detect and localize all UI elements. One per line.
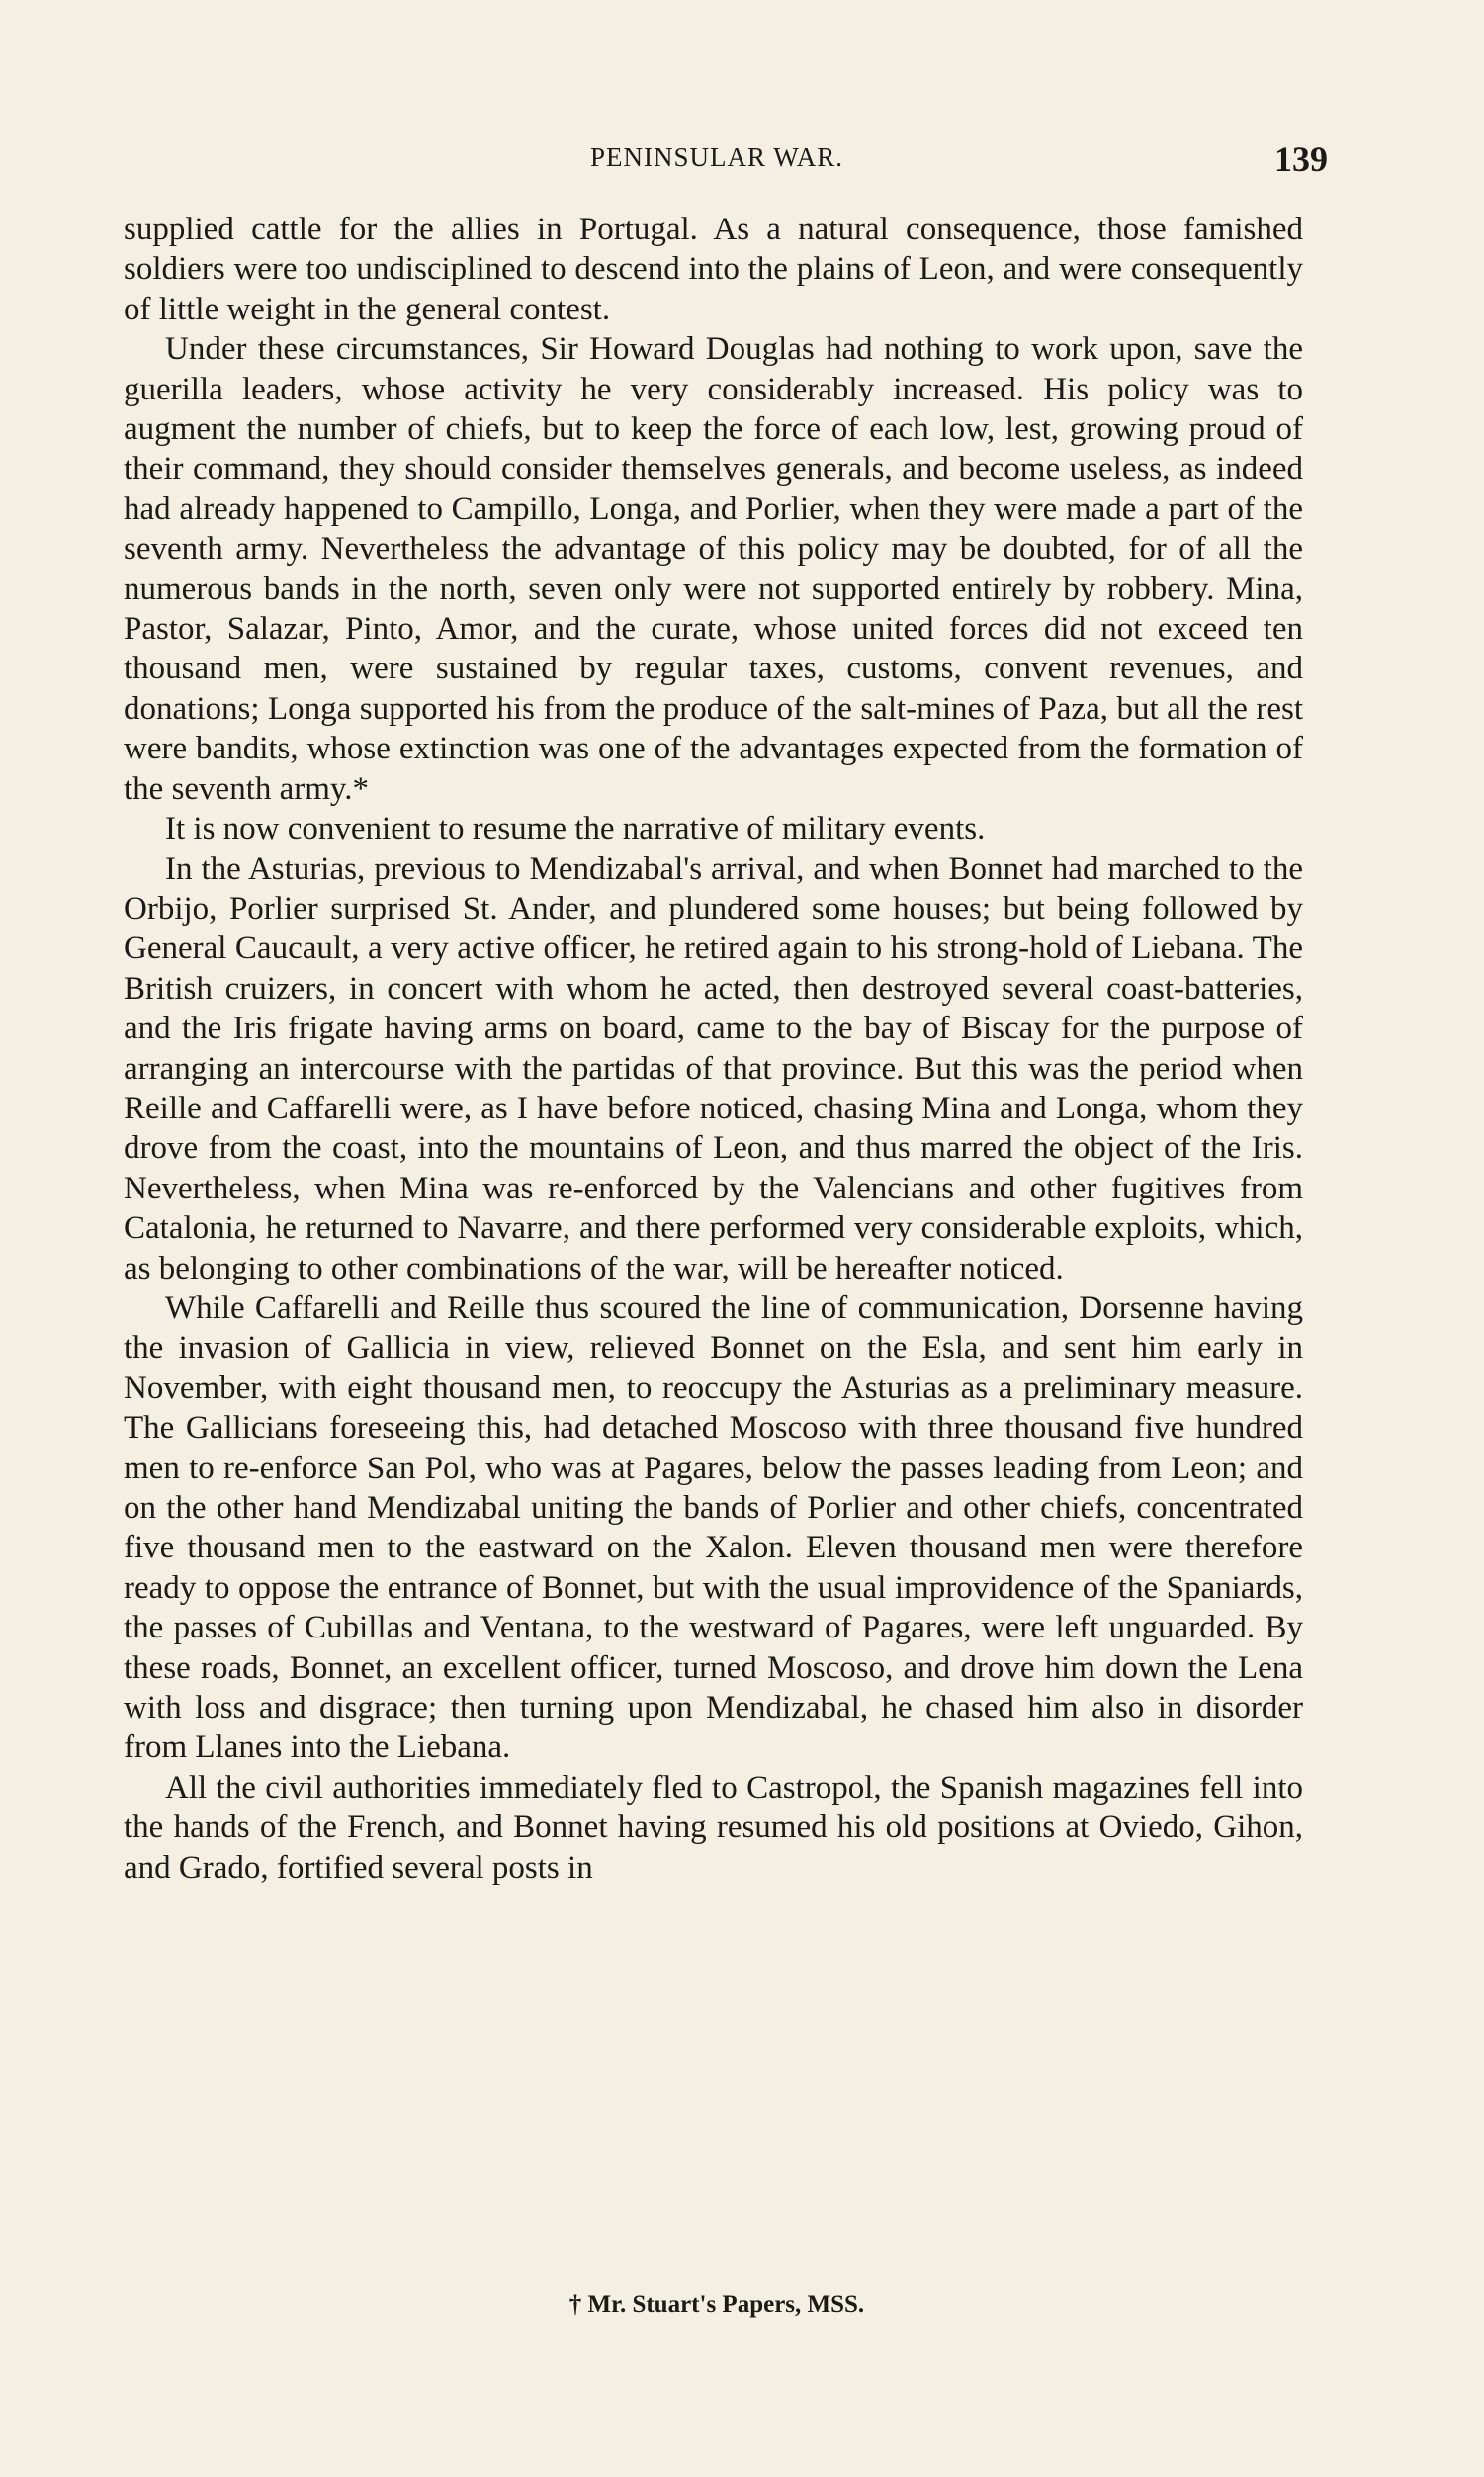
footnote: † Mr. Stuart's Papers, MSS. <box>568 2291 865 2318</box>
paragraph-6: All the civil authorities immediately fled to Castropol, the Spanish magazines fell into the hands of the French, and Bonnet having resumed his old positions at Oviedo, Gihon, and Grado, fortified several posts in <box>124 1769 1303 1886</box>
paragraph-5: While Caffarelli and Reille thus scoured the line of communication, Dorsenne having the invasion of Gallicia in view, relieved Bonnet on the Esla, and sent him early in November, with eight thousand men, to reoccupy the Asturias as a preliminary measure. The Gallicians foreseeing this, had detached Moscoso with three thousand five hundred men to re-enforce San Pol, who was at Pagares, below the passes leading from Leon; and on the other hand Mendizabal uniting the bands of Porlier and other chiefs, concentrated five thousand men to the eastward on the Xalon. Eleven thousand men were therefore ready to oppose the entrance of Bonnet, but with the usual improvidence of the Spaniards, the passes of Cubillas and Ventana, to the westward of Pagares, were left unguarded. By these roads, Bonnet, an excellent officer, turned Moscoso, and drove him down the Lena with loss and disgrace; then turning upon Mendizabal, he chased him also in disorder from Llanes into the Liebana. <box>124 1289 1303 1766</box>
running-head <box>124 138 1328 179</box>
page-number: 139 <box>1274 139 1328 179</box>
paragraph-3: It is now convenient to resume the narrative of military events. <box>165 811 986 847</box>
body-text <box>124 210 1303 1888</box>
paragraph-2: Under these circumstances, Sir Howard Douglas had nothing to work upon, save the guerilla leaders, whose activity he very considerably increased. His policy was to augment the number of chiefs, but to keep the force of each low, lest, growing proud of their command, they should consider themselves generals, and become useless, as indeed had already happened to Campillo, Longa, and Porlier, when they were made a part of the seventh army. Nevertheless the advantage of this policy may be doubted, for of all the numerous bands in the north, seven only were not supported entirely by robbery. Mina, Pastor, Salazar, Pinto, Amor, and the curate, whose united forces did not exceed ten thousand men, were sustained by regular taxes, customs, convent revenues, and donations; Longa supported his from the produce of the salt-mines of Paza, but all the rest were bandits, whose extinction was one of the advantages expected from the formation of the seventh army.* <box>124 331 1303 807</box>
paragraph-4: In the Asturias, previous to Mendizabal's arrival, and when Bonnet had marched to the Orbijo, Porlier surprised St. Ander, and plundered some houses; but being followed by General Caucault, a very active officer, he retired again to his strong-hold of Liebana. The British cruizers, in concert with whom he acted, then destroyed several coast-batteries, and the Iris frigate having arms on board, came to the bay of Biscay for the purpose of arranging an intercourse with the partidas of that province. But this was the period when Reille and Caffarelli were, as I have before noticed, chasing Mina and Longa, whom they drove from the coast, into the mountains of Leon, and thus marred the object of the Iris. Nevertheless, when Mina was re-enforced by the Valencians and other fugitives from Catalonia, he returned to Navarre, and there performed very considerable exploits, which, as belonging to other combinations of the war, will be hereafter noticed. <box>124 850 1303 1286</box>
paragraph-1: supplied cattle for the allies in Portugal. As a natural consequence, those famished soldiers were too undisciplined to descend into the plains of Leon, and were consequently of little weight in the general contest. <box>124 212 1303 327</box>
running-title: PENINSULAR WAR. <box>589 142 844 172</box>
